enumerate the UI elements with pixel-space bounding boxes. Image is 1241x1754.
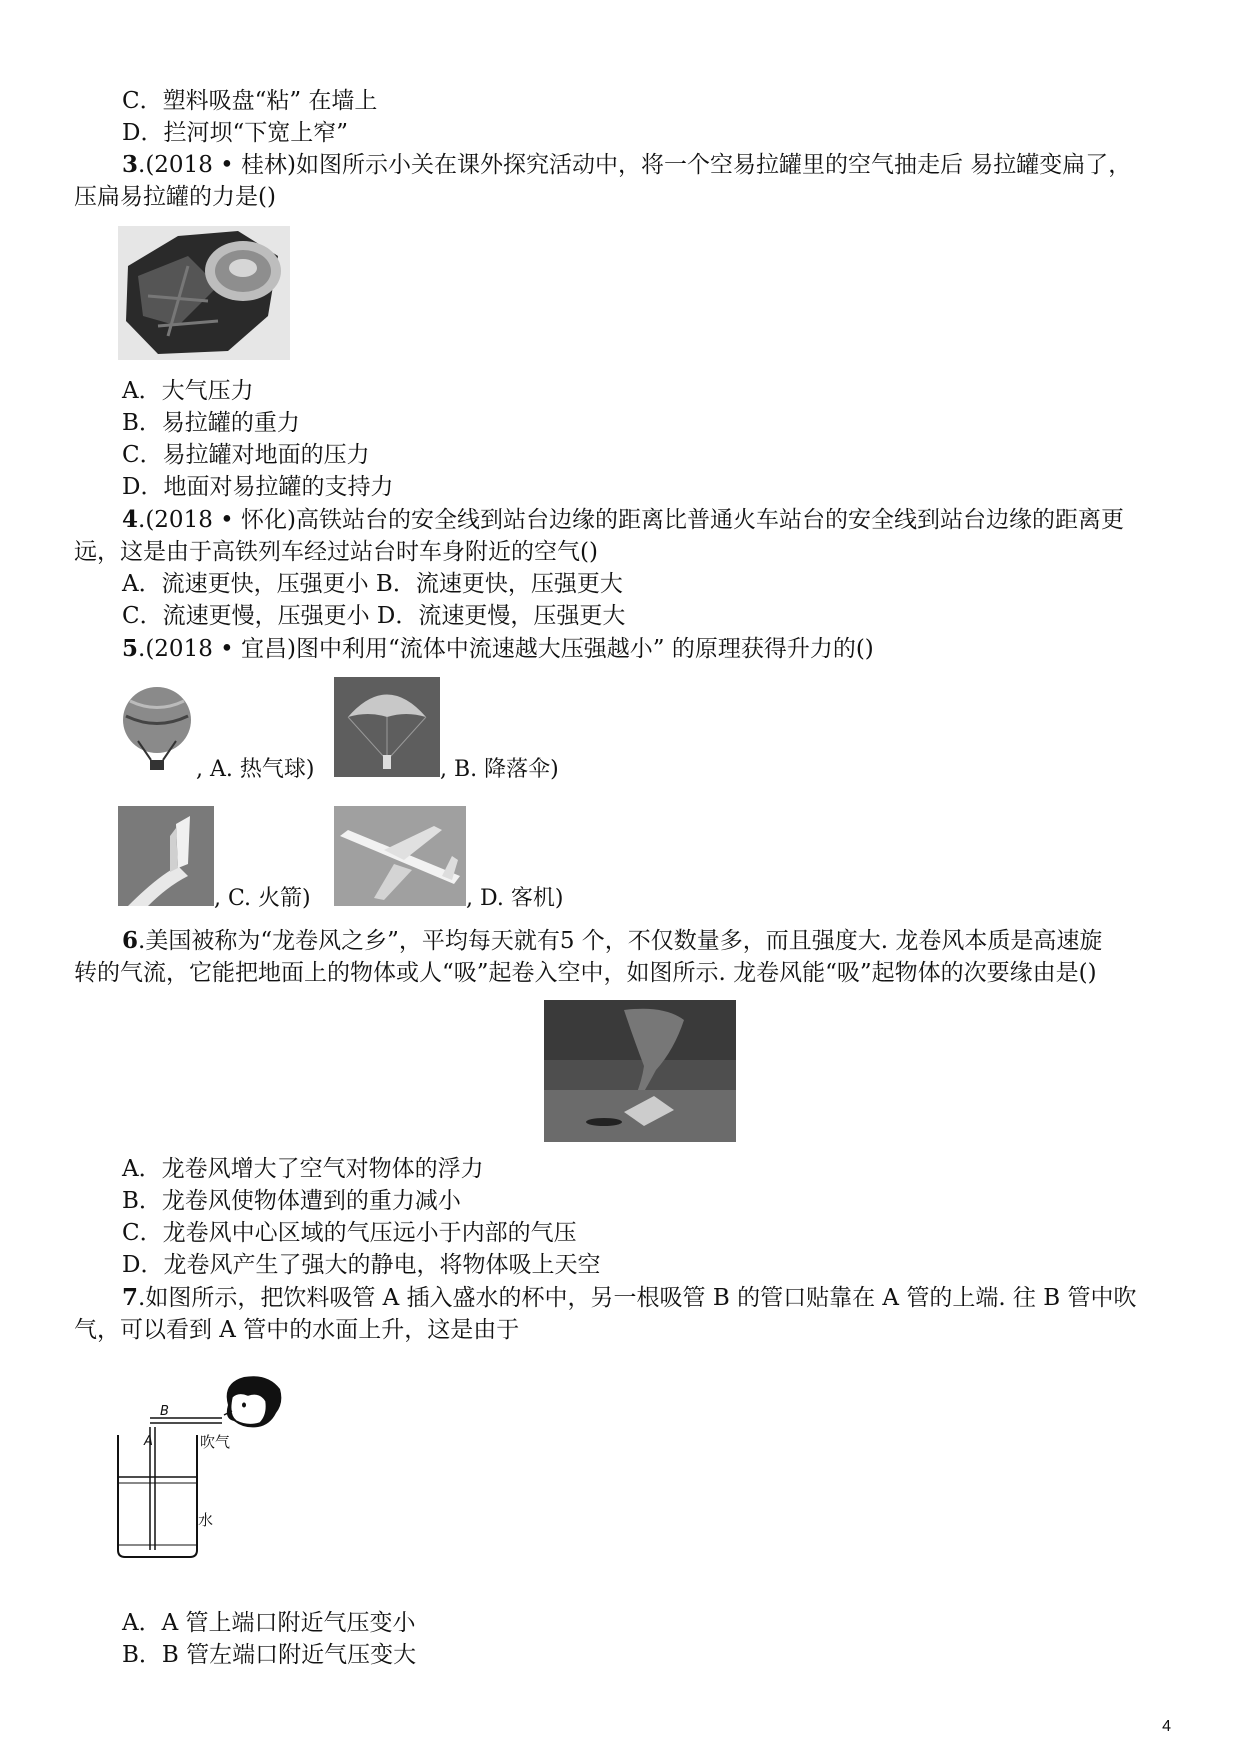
rocket-icon <box>118 806 214 906</box>
option-d: D．拦河坝“下宽上窄” <box>122 120 348 146</box>
tornado-icon <box>544 1000 736 1142</box>
question-number: 6 <box>122 927 139 954</box>
hot-air-balloon-icon <box>118 686 196 778</box>
caption-c: , C. 火箭) <box>214 886 311 911</box>
caption-a: , A. 热气球) <box>196 757 315 782</box>
question-3-line-2: 压扁易拉罐的力是() <box>74 184 276 210</box>
question-text: .(2018 • 怀化)高铁站台的安全线到站台边缘的距离比普通火车站台的安全线到站台边缘的距离更 <box>138 507 1124 533</box>
crushed-can-photo <box>118 226 290 360</box>
question-3-line-1 <box>122 150 1131 180</box>
question-6-line-2: 转的气流，它能把地面上的物体或人“吸”起卷入空中，如图所示. 龙卷风能“吸”起物体的次要缘由是() <box>74 960 1097 986</box>
option-c: C．塑料吸盘“粘” 在墙上 <box>122 88 378 114</box>
question-number: 7 <box>122 1284 139 1311</box>
question-6-line-1 <box>122 926 1102 956</box>
question-text: .(2018 • 桂林)如图所示小关在课外探究活动中，将一个空易拉罐里的空气抽走后 易拉罐变扁了， <box>138 152 1132 178</box>
question-text: .如图所示，把饮料吸管 A 插入盛水的杯中，另一根吸管 B 的管口贴靠在 A 管的上端. 往 B 管中吹 <box>138 1285 1137 1311</box>
hot-air-balloon-photo <box>118 686 196 778</box>
label-water: 水 <box>198 1511 214 1529</box>
question-3-option-b: B．易拉罐的重力 <box>122 410 300 436</box>
question-4-line-2: 远，这是由于高铁列车经过站台时车身附近的空气() <box>74 539 598 565</box>
question-text: .(2018 • 宜昌)图中利用“流体中流速越大压强越小” 的原理获得升力的() <box>138 636 874 662</box>
question-3-option-c: C．易拉罐对地面的压力 <box>122 442 370 468</box>
rocket-photo <box>118 806 214 906</box>
caption-b: , B. 降落伞) <box>440 757 559 782</box>
parachute-photo <box>334 677 440 777</box>
parachute-icon <box>334 677 440 777</box>
question-7-line-2: 气，可以看到 A 管中的水面上升，这是由于 <box>74 1317 520 1343</box>
question-6-option-b: B．龙卷风使物体遭到的重力减小 <box>122 1188 461 1214</box>
question-7-option-b: B．B 管左端口附近气压变大 <box>122 1642 417 1668</box>
question-number: 4 <box>122 506 139 533</box>
question-6-option-c: C．龙卷风中心区域的气压远小于内部的气压 <box>122 1220 577 1246</box>
airliner-icon <box>334 806 466 906</box>
question-number: 3 <box>122 151 139 178</box>
tornado-photo <box>544 1000 736 1142</box>
person-head-icon <box>224 1376 281 1427</box>
label-a: A <box>144 1434 153 1449</box>
question-4-options-ab: A．流速更快，压强更小 B．流速更快，压强更大 <box>122 571 623 597</box>
question-3-option-d: D．地面对易拉罐的支持力 <box>122 474 394 500</box>
caption-d: , D. 客机) <box>466 886 564 911</box>
question-5-line-1 <box>122 634 874 664</box>
question-text: .美国被称为“龙卷风之乡”，平均每天就有5 个，不仅数量多，而且强度大. 龙卷风本质是高速旋 <box>138 928 1103 954</box>
question-3-option-a: A．大气压力 <box>122 378 254 404</box>
question-7-option-a: A．A 管上端口附近气压变小 <box>122 1610 416 1636</box>
question-4-options-cd: C．流速更慢，压强更小 D．流速更慢，压强更大 <box>122 603 626 629</box>
question-number: 5 <box>122 635 139 662</box>
question-7-line-1 <box>122 1283 1136 1313</box>
crushed-can-icon <box>118 226 290 360</box>
label-b: B <box>160 1404 169 1419</box>
page-number: 4 <box>1162 1718 1171 1735</box>
straw-experiment-diagram <box>110 1375 300 1565</box>
airliner-photo <box>334 806 466 906</box>
question-4-line-1 <box>122 505 1124 535</box>
label-blow: 吹气 <box>200 1433 231 1451</box>
question-6-option-d: D．龙卷风产生了强大的静电，将物体吸上天空 <box>122 1252 601 1278</box>
question-6-option-a: A．龙卷风增大了空气对物体的浮力 <box>122 1156 484 1182</box>
